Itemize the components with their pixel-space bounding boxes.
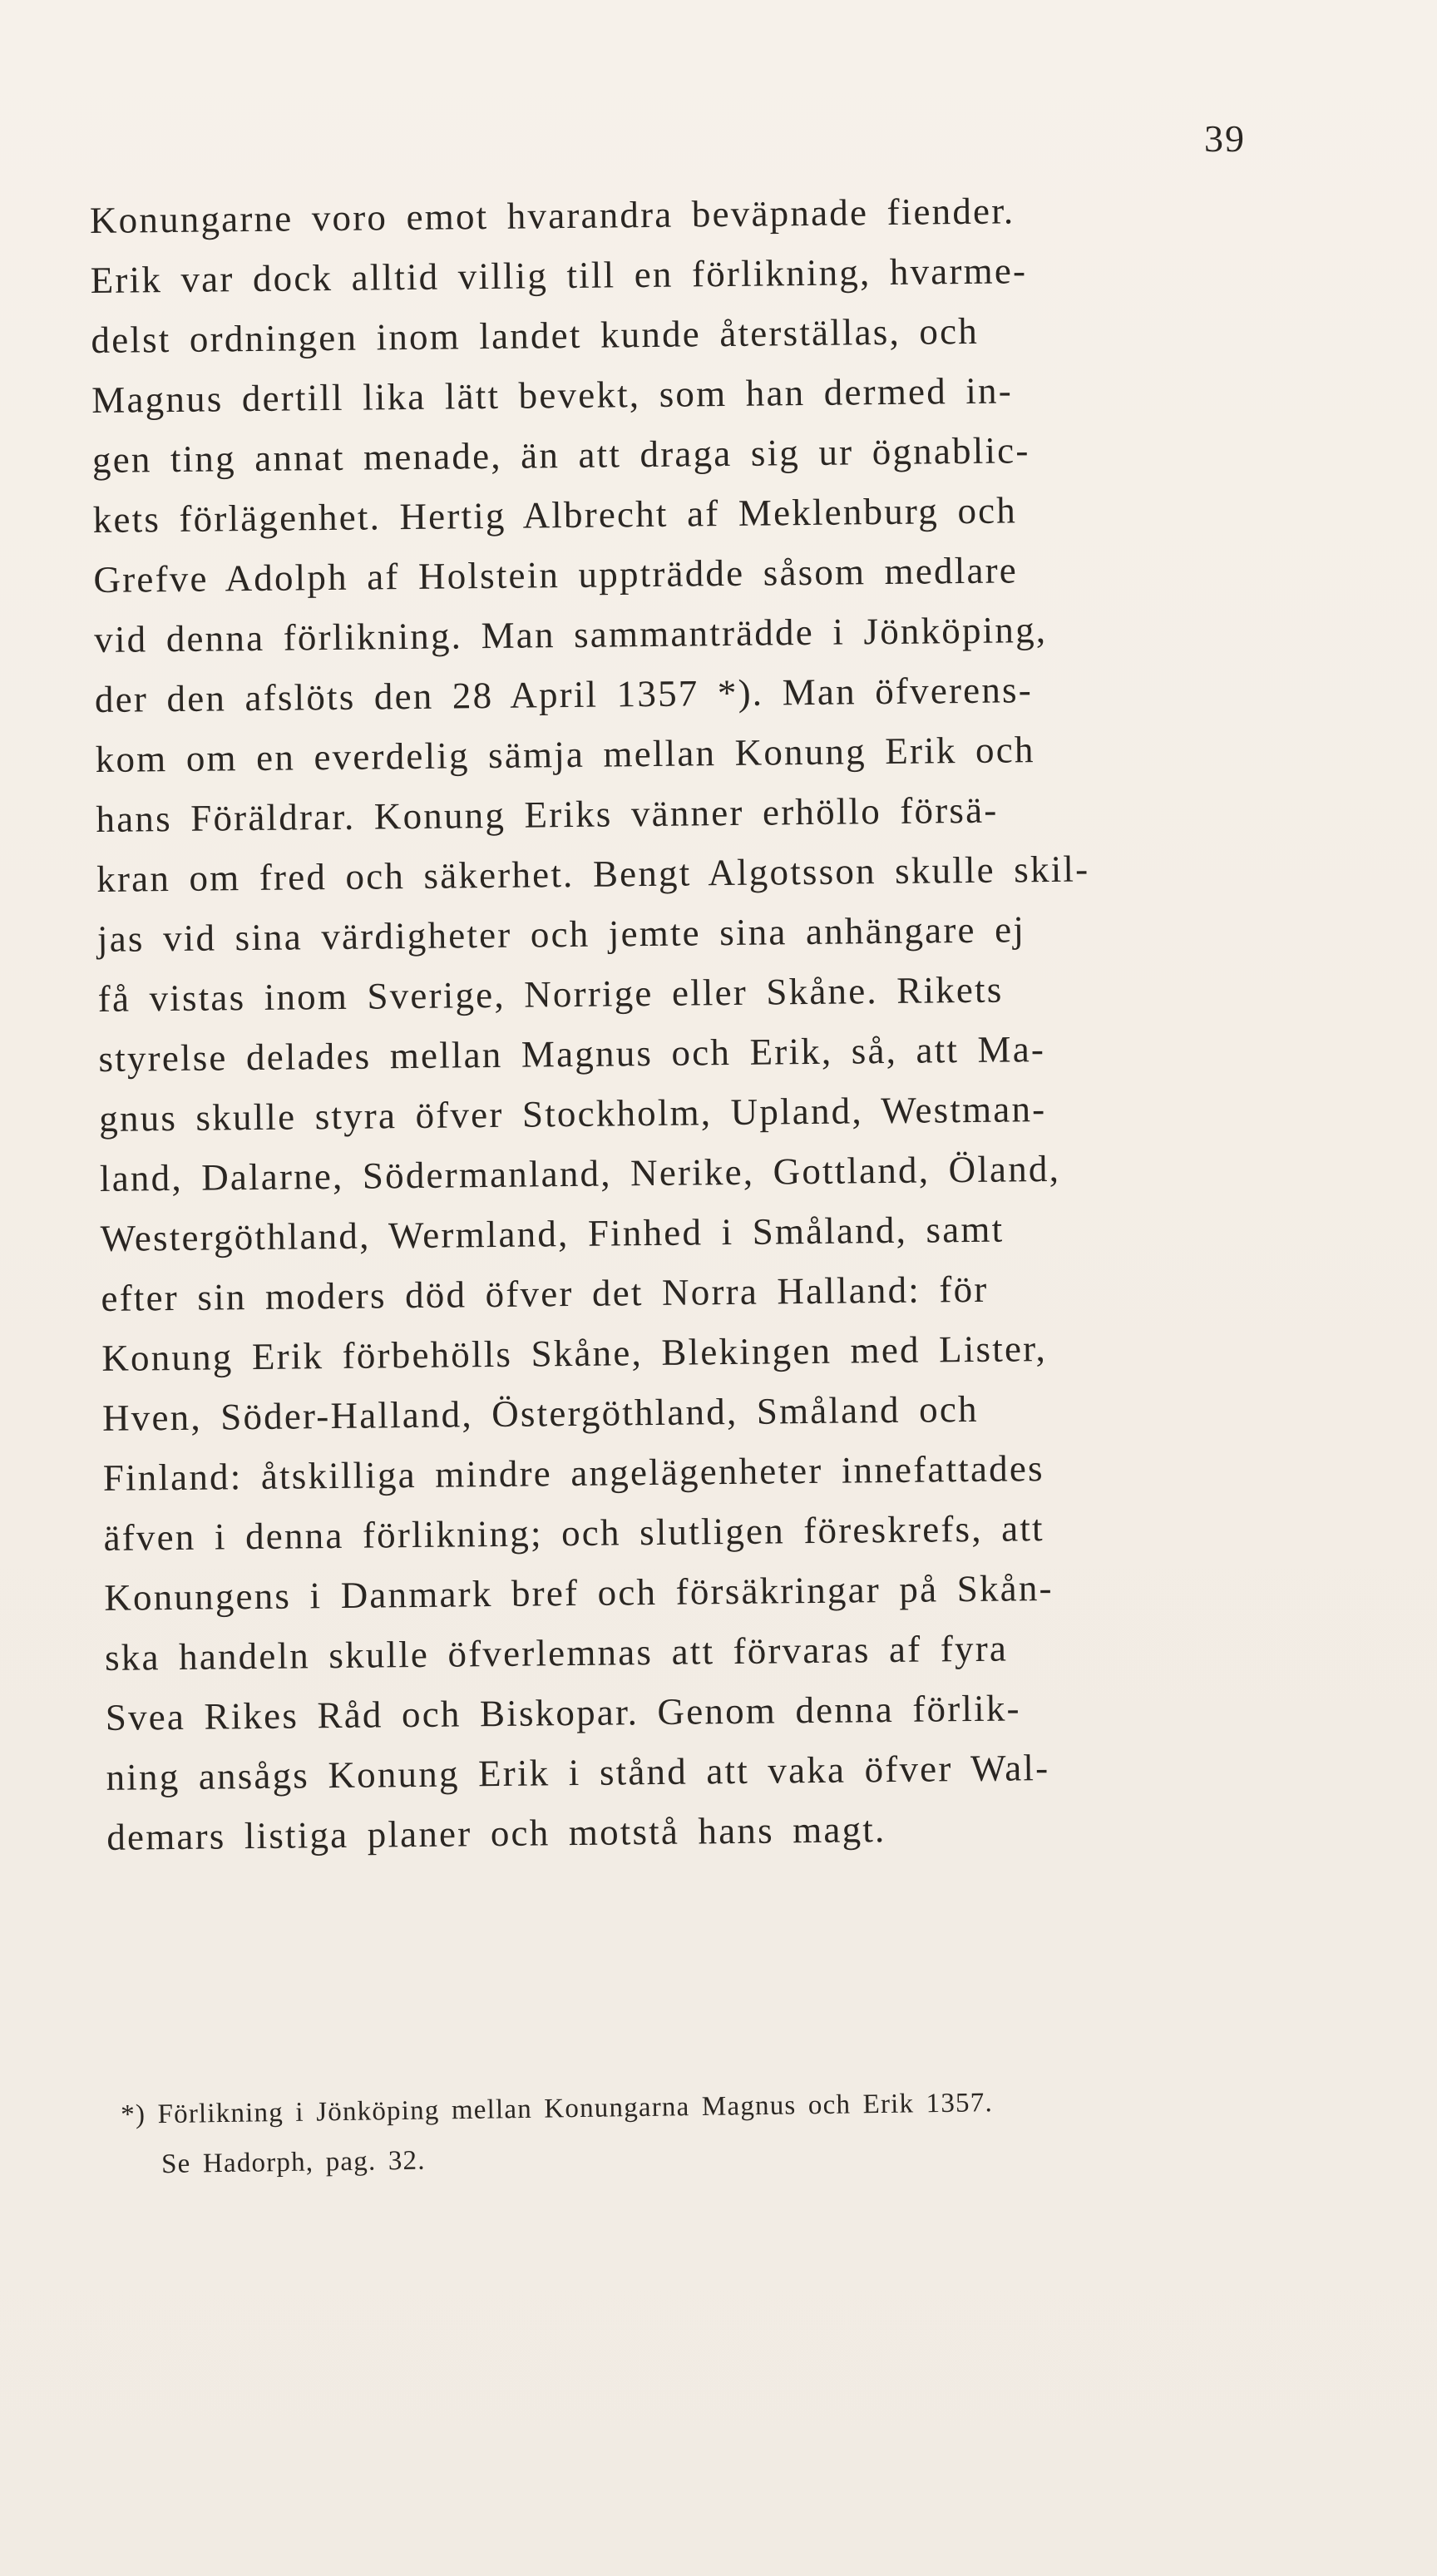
text-line: Hven, Söder-Halland, Östergöthland, Småland och bbox=[101, 1387, 979, 1439]
text-line: Westergöthland, Wermland, Finhed i Småland, samt bbox=[100, 1208, 1005, 1259]
footnote-line: Se Hadorph, pag. 32. bbox=[160, 2145, 426, 2180]
text-line: vid denna förlikning. Man sammanträdde i Jönköping, bbox=[93, 608, 1048, 660]
text-line: jas vid sina värdigheter och jemte sina anhängare ej bbox=[96, 908, 1026, 960]
text-line: Konungens i Danmark bref och försäkringar på Skån- bbox=[104, 1566, 1054, 1619]
text-line: styrelse delades mellan Magnus och Erik, så, att Ma- bbox=[98, 1028, 1046, 1080]
text-line: Svea Rikes Råd och Biskopar. Genom denna förlik- bbox=[105, 1687, 1021, 1738]
text-line: Konung Erik förbehölls Skåne, Blekingen med Lister, bbox=[101, 1328, 1048, 1379]
text-line: efter sin moders död öfver det Norra Halland: för bbox=[101, 1268, 989, 1319]
text-line: ning ansågs Konung Erik i stånd att vaka öfver Wal- bbox=[106, 1747, 1050, 1798]
text-line: Grefve Adolph af Holstein uppträdde såsom medlare bbox=[93, 549, 1019, 601]
page-number: 39 bbox=[1204, 117, 1246, 160]
text-line: Konungarne voro emot hvarandra beväpnade fiender. bbox=[89, 190, 1015, 242]
body-text bbox=[0, 177, 1437, 2047]
text-line: gen ting annat menade, än att draga sig ur ögnablic- bbox=[91, 429, 1030, 481]
text-line: der den afslöts den 28 April 1357 *). Man öfverens- bbox=[94, 669, 1034, 720]
text-line: få vistas inom Sverige, Norrige eller Skåne. Rikets bbox=[97, 968, 1004, 1020]
footnote-line: *) Förlikning i Jönköping mellan Konungarna Magnus och Erik 1357. bbox=[121, 2088, 994, 2130]
text-line: kran om fred och säkerhet. Bengt Algotsson skulle skil- bbox=[96, 848, 1090, 900]
text-line: Erik var dock alltid villig till en förlikning, hvarme- bbox=[90, 250, 1028, 302]
footnote bbox=[121, 2077, 1352, 2186]
text-line: delst ordningen inom landet kunde återställas, och bbox=[91, 309, 980, 362]
text-line: gnus skulle styra öfver Stockholm, Upland, Westman- bbox=[99, 1088, 1047, 1140]
text-line: hans Föräldrar. Konung Eriks vänner erhöllo försä- bbox=[96, 789, 999, 840]
text-line: land, Dalarne, Södermanland, Nerike, Gottland, Öland, bbox=[99, 1147, 1061, 1199]
text-line: kom om en everdelig sämja mellan Konung Erik och bbox=[95, 729, 1035, 780]
text-line: äfven i denna förlikning; och slutligen föreskrefs, att bbox=[103, 1507, 1044, 1559]
text-line: demars listiga planer och motstå hans magt. bbox=[106, 1808, 886, 1858]
text-line: kets förlägenhet. Hertig Albrecht af Meklenburg och bbox=[92, 489, 1018, 541]
text-line: Finland: åtskilliga mindre angelägenheter innefattades bbox=[102, 1447, 1044, 1499]
text-line: Magnus dertill lika lätt bevekt, som han dermed in- bbox=[91, 369, 1014, 421]
text-line: ska handeln skulle öfverlemnas att förvaras af fyra bbox=[104, 1627, 1009, 1679]
